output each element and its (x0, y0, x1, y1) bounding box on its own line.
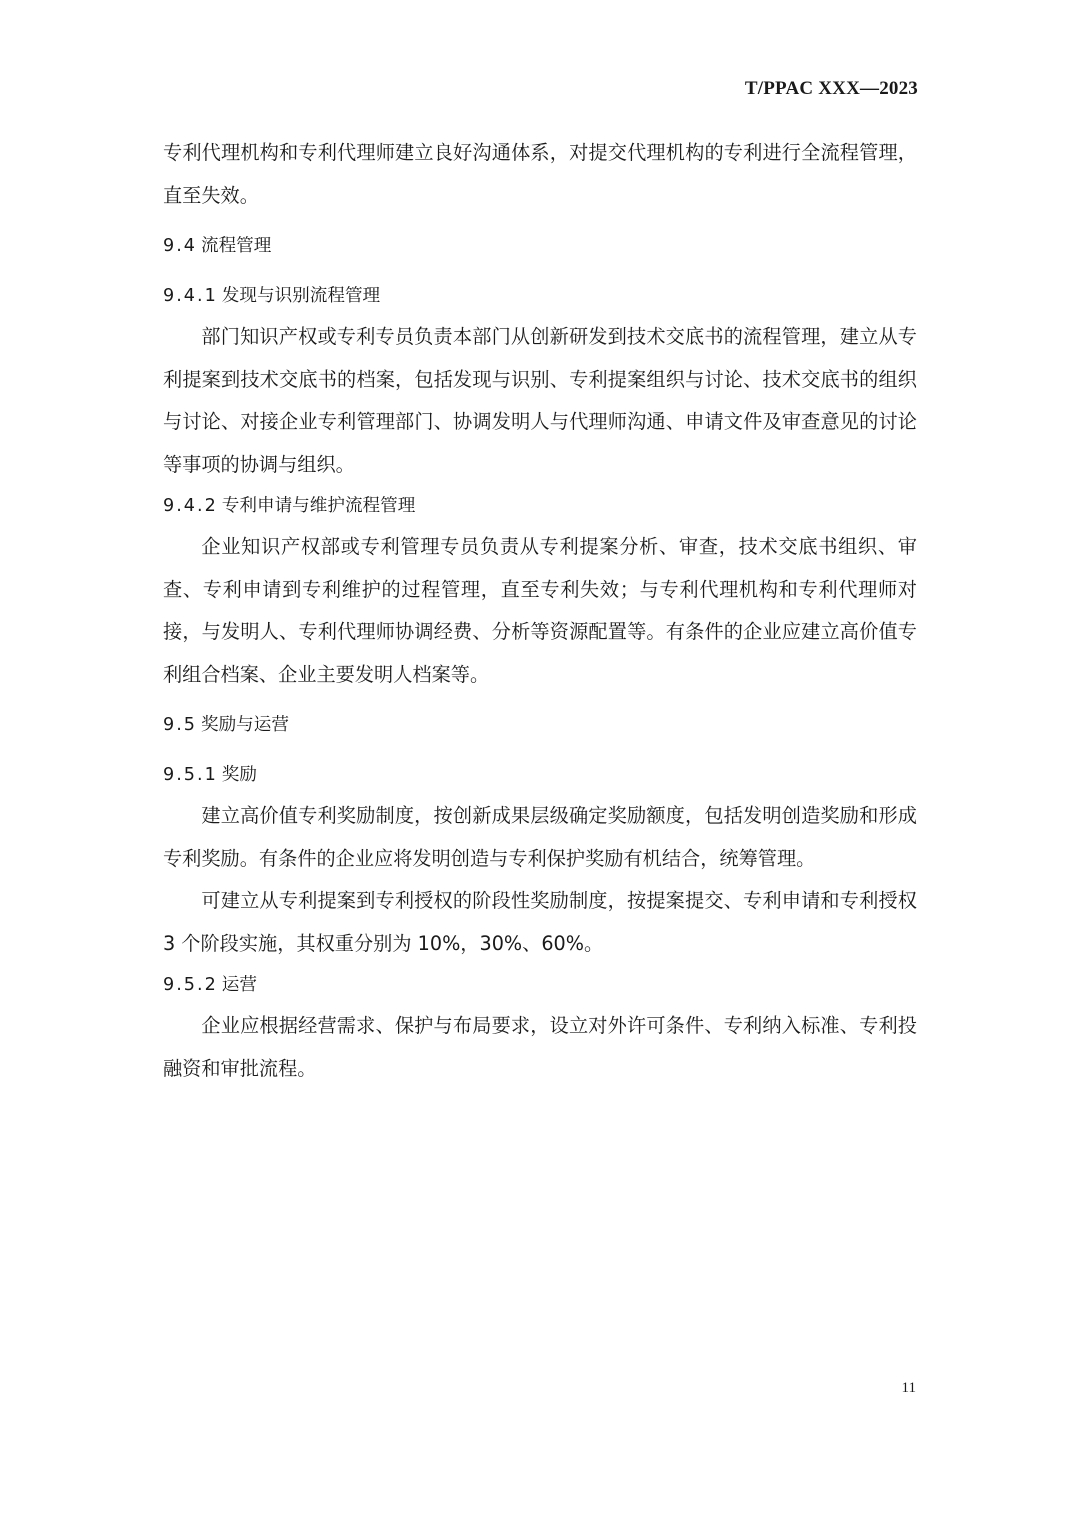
document-body (163, 132, 917, 1090)
section-number: 9.4 (163, 236, 197, 256)
section-title: 发现与识别流程管理 (221, 286, 381, 306)
section-heading-9-5-2 (163, 973, 917, 997)
section-number: 9.5.2 (163, 975, 218, 995)
section-title: 奖励与运营 (200, 715, 289, 735)
document-code: T/PPAC XXX—2023 (744, 78, 918, 99)
paragraph-9-5-1-b: 可建立从专利提案到专利授权的阶段性奖励制度，按提案提交、专利申请和专利授权 3 个阶段实施，其权重分别为 10%，30%、60%。 (163, 889, 917, 955)
section-title: 专利申请与维护流程管理 (221, 496, 416, 516)
section-heading-9-5 (163, 713, 917, 737)
section-number: 9.4.1 (163, 286, 218, 306)
section-title: 奖励 (221, 765, 257, 785)
section-number: 9.5.1 (163, 765, 218, 785)
section-title: 运营 (221, 975, 257, 995)
section-number: 9.5 (163, 715, 197, 735)
paragraph-9-4-1: 部门知识产权或专利专员负责本部门从创新研发到技术交底书的流程管理，建立从专利提案到技术交底书的档案，包括发现与识别、专利提案组织与讨论、技术交底书的组织与讨论、对接企业专利管理部门、协调发明人与代理师沟通、申请文件及审查意见的讨论等事项的协调与组织。 (163, 325, 917, 476)
paragraph-9-5-1-a: 建立高价值专利奖励制度，按创新成果层级确定奖励额度，包括发明创造奖励和形成专利奖励。有条件的企业应将发明创造与专利保护奖励有机结合，统筹管理。 (163, 804, 917, 870)
section-number: 9.4.2 (163, 496, 218, 516)
section-title: 流程管理 (200, 236, 272, 256)
page-number: 11 (901, 1380, 916, 1396)
section-heading-9-4 (163, 234, 917, 258)
paragraph-intro: 专利代理机构和专利代理师建立良好沟通体系，对提交代理机构的专利进行全流程管理，直至失效。 (163, 141, 917, 207)
paragraph-9-5-2: 企业应根据经营需求、保护与布局要求，设立对外许可条件、专利纳入标准、专利投融资和审批流程。 (163, 1014, 917, 1080)
section-heading-9-4-2 (163, 494, 917, 518)
paragraph-9-4-2: 企业知识产权部或专利管理专员负责从专利提案分析、审查，技术交底书组织、审查、专利申请到专利维护的过程管理，直至专利失效；与专利代理机构和专利代理师对接，与发明人、专利代理师协调经费、分析等资源配置等。有条件的企业应建立高价值专利组合档案、企业主要发明人档案等。 (163, 535, 917, 686)
section-heading-9-5-1 (163, 763, 917, 787)
section-heading-9-4-1 (163, 284, 917, 308)
